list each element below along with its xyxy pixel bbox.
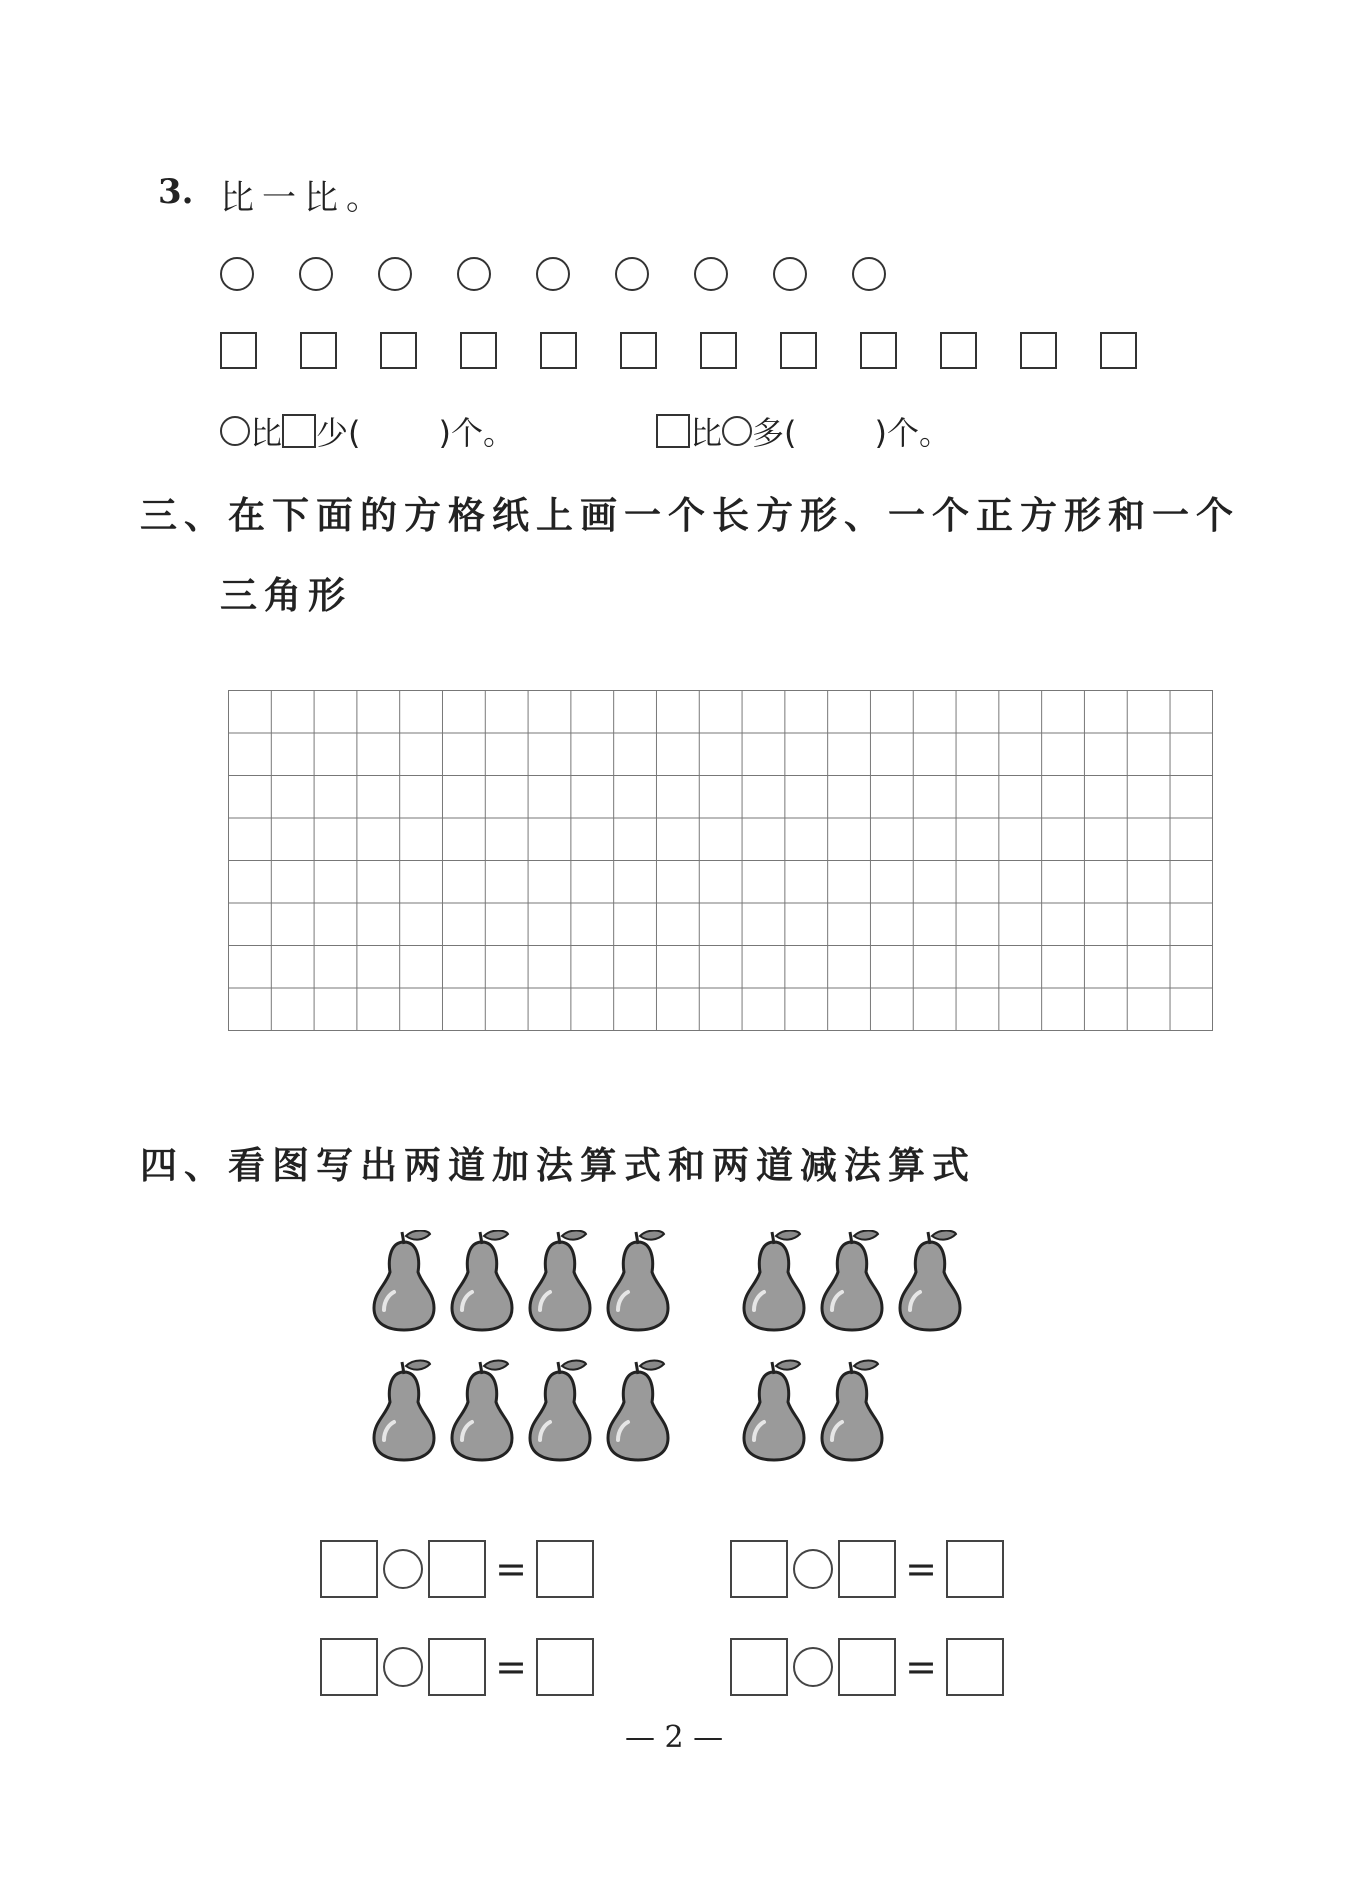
circle-shape [852, 257, 886, 291]
question-title: 比一比。 [220, 178, 388, 218]
pear-icon [530, 1231, 590, 1331]
answer-box[interactable] [428, 1540, 486, 1598]
section-three-title-cont: 三角形 [220, 574, 352, 617]
square-shape [1100, 332, 1137, 369]
operator-circle[interactable] [383, 1647, 423, 1687]
equation-row [730, 1540, 1004, 1598]
answer-box[interactable] [536, 1638, 594, 1696]
grid-paper[interactable] [228, 690, 1213, 1031]
circle-shape [536, 257, 570, 291]
pear-icon [374, 1361, 434, 1461]
pear-icon [900, 1231, 960, 1331]
pear-icon [608, 1361, 668, 1461]
equation-row [320, 1540, 594, 1598]
circle-icon [220, 416, 250, 446]
section-four-title: 四、看图写出两道加法算式和两道减法算式 [140, 1144, 976, 1187]
operator-circle[interactable] [793, 1549, 833, 1589]
pear-icon [744, 1231, 804, 1331]
question-number: 3. [158, 172, 194, 212]
answer-box[interactable] [838, 1638, 896, 1696]
square-shape [540, 332, 577, 369]
square-shape [220, 332, 257, 369]
answer-box[interactable] [320, 1638, 378, 1696]
compare-text: 比 [250, 414, 283, 452]
pear-icon [452, 1231, 512, 1331]
circle-icon [722, 416, 752, 446]
section-three-title: 三、在下面的方格纸上画一个长方形、一个正方形和一个 [140, 494, 1240, 537]
square-shape [620, 332, 657, 369]
equation-row [320, 1638, 594, 1696]
circle-row [220, 257, 931, 291]
answer-box[interactable] [946, 1638, 1004, 1696]
pear-icon [374, 1231, 434, 1331]
equation-row [730, 1638, 1004, 1696]
answer-box[interactable] [730, 1638, 788, 1696]
pear-icon [744, 1361, 804, 1461]
page-number: — 2 — [625, 1720, 724, 1755]
circle-shape [694, 257, 728, 291]
pear-icon [452, 1361, 512, 1461]
pear-illustration [360, 1230, 1000, 1470]
square-icon [282, 414, 316, 448]
square-row [220, 332, 1180, 369]
pear-icon [822, 1361, 882, 1461]
circle-shape [457, 257, 491, 291]
pear-icon [608, 1231, 668, 1331]
equals-sign: = [905, 1547, 937, 1591]
square-shape [380, 332, 417, 369]
pear-icon [822, 1231, 882, 1331]
answer-box[interactable] [428, 1638, 486, 1696]
answer-box[interactable] [730, 1540, 788, 1598]
circle-shape [299, 257, 333, 291]
compare-text: 比 [690, 414, 723, 452]
answer-box[interactable] [320, 1540, 378, 1598]
compare-square-more [656, 408, 951, 454]
square-shape [1020, 332, 1057, 369]
answer-box[interactable] [838, 1540, 896, 1598]
square-shape [300, 332, 337, 369]
compare-text: 多( [752, 414, 797, 452]
square-shape [940, 332, 977, 369]
square-shape [860, 332, 897, 369]
pear-icon [530, 1361, 590, 1461]
equals-sign: = [495, 1645, 527, 1689]
square-shape [700, 332, 737, 369]
compare-text: 少( [316, 414, 361, 452]
equals-sign: = [905, 1645, 937, 1689]
compare-circle-less [220, 408, 515, 454]
operator-circle[interactable] [383, 1549, 423, 1589]
equals-sign: = [495, 1547, 527, 1591]
circle-shape [220, 257, 254, 291]
square-icon [656, 414, 690, 448]
square-shape [460, 332, 497, 369]
answer-box[interactable] [946, 1540, 1004, 1598]
circle-shape [378, 257, 412, 291]
answer-box[interactable] [536, 1540, 594, 1598]
operator-circle[interactable] [793, 1647, 833, 1687]
square-shape [780, 332, 817, 369]
compare-text: )个。 [438, 414, 516, 452]
compare-text: )个。 [874, 414, 952, 452]
circle-shape [615, 257, 649, 291]
circle-shape [773, 257, 807, 291]
